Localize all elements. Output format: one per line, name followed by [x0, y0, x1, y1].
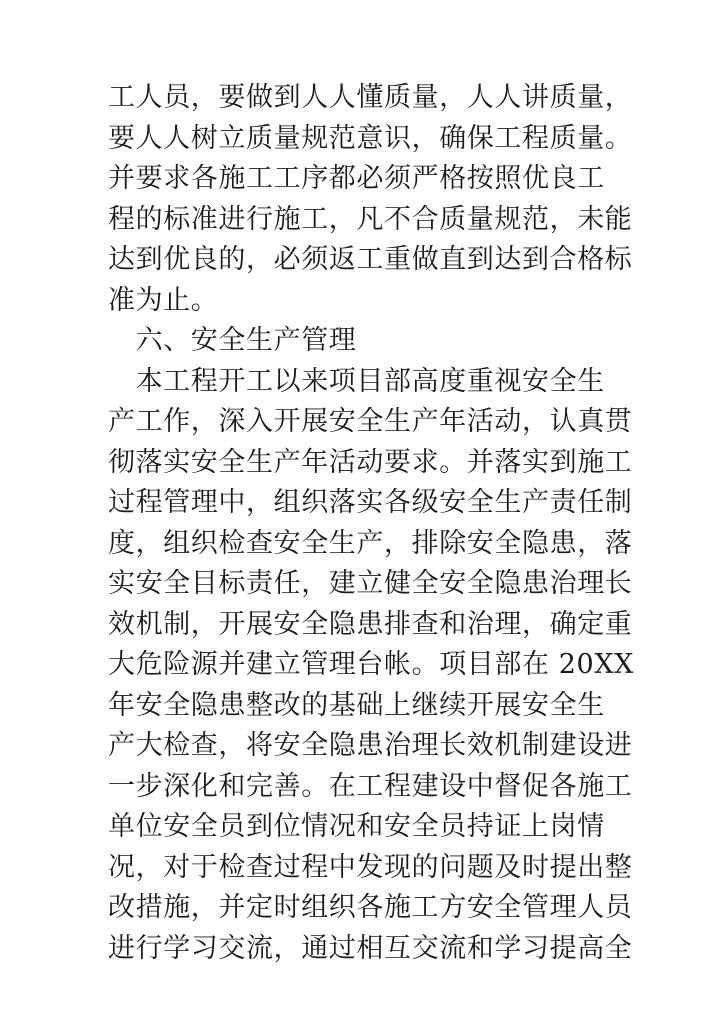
- text-line-15: 大危险源并建立管理台帐。项目部在 20XX: [108, 649, 634, 680]
- text-line-4: 程的标准进行施工，凡不合质量规范，未能: [108, 203, 633, 235]
- text-line-2: 要人人树立质量规范意识，确保工程质量。: [108, 122, 633, 154]
- text-line-18: 一步深化和完善。在工程建设中督促各施工: [108, 770, 633, 802]
- text-line-21: 改措施，并定时组织各施工方安全管理人员: [108, 892, 633, 923]
- text-line-14: 效机制，开展安全隐患排查和治理，确定重: [108, 608, 633, 640]
- text-line-8: 本工程开工以来项目部高度重视安全生: [108, 365, 605, 397]
- document-body: [108, 78, 634, 969]
- text-line-5: 达到优良的，必须返工重做直到达到合格标: [108, 244, 633, 275]
- text-line-9: 产工作，深入开展安全生产年活动，认真贯: [108, 406, 633, 437]
- text-line-22: 进行学习交流，通过相互交流和学习提高全: [108, 932, 633, 964]
- text-line-19: 单位安全员到位情况和安全员持证上岗情: [108, 811, 605, 842]
- section-heading: 六、安全生产管理: [108, 325, 357, 356]
- text-line-1: 工人员，要做到人人懂质量，人人讲质量，: [108, 82, 633, 113]
- text-line-12: 度，组织检查安全生产，排除安全隐患，落: [108, 527, 633, 559]
- text-line-6: 准为止。: [108, 284, 219, 316]
- text-line-16: 年安全隐患整改的基础上继续开展安全生: [108, 689, 605, 721]
- text-line-13: 实安全目标责任，建立健全安全隐患治理长: [108, 568, 633, 599]
- text-line-10: 彻落实安全生产年活动要求。并落实到施工: [108, 446, 633, 478]
- text-line-17: 产大检查，将安全隐患治理长效机制建设进: [108, 730, 633, 761]
- text-line-20: 况，对于检查过程中发现的问题及时提出整: [108, 851, 633, 883]
- text-line-3: 并要求各施工工序都必须严格按照优良工: [108, 163, 605, 194]
- text-line-11: 过程管理中，组织落实各级安全生产责任制: [108, 487, 633, 518]
